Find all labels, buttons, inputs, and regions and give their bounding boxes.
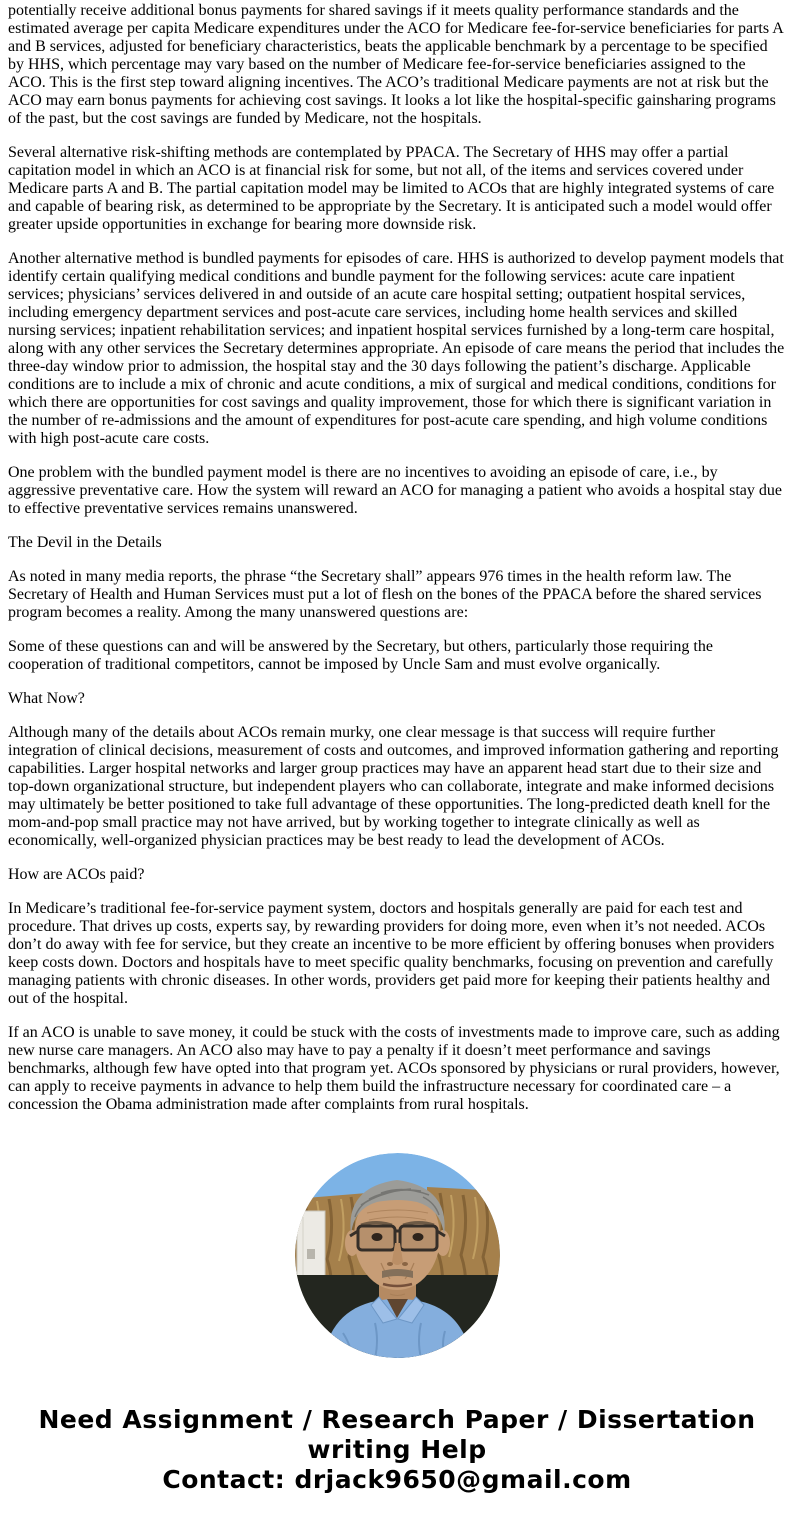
paragraph: Some of these questions can and will be answered by the Secretary, but others, particularly those requiring the cooperation of traditional competitors, cannot be imposed by Uncle Sam and must evolve organically. — [8, 638, 713, 673]
author-photo-illustration — [295, 1153, 500, 1358]
footer-ad — [0, 1405, 794, 1495]
paragraph: Several alternative risk-shifting methods are contemplated by PPACA. The Secretary of HHS may offer a partial capitation model in which an ACO is at financial risk for some, but not all, of the items and services covered under Medicare parts A and B. The partial capitation model may be limited to ACOs that are highly integrated systems of care and capable of bearing risk, as determined to be appropriate by the Secretary. It is anticipated such a model would offer greater upside opportunities in exchange for bearing more downside risk. — [8, 144, 775, 233]
paragraph: Another alternative method is bundled payments for episodes of care. HHS is authorized to develop payment models that identify certain qualifying medical conditions and bundle payment for the following services: acute care inpatient services; physicians’ services delivered in and outside of an acute care hospital setting; outpatient hospital services, including emergency department services and post-acute care services, including home health services and skilled nursing services; inpatient rehabilitation services; and inpatient hospital services furnished by a long-term care hospital, along with any other services the Secretary determines appropriate. An episode of care means the period that includes the three-day window prior to admission, the hospital stay and the 30 days following the patient’s discharge. Applicable conditions are to include a mix of chronic and acute conditions, a mix of surgical and medical conditions, conditions for which there are opportunities for cost savings and quality improvement, those for which there is significant variation in the number of re-admissions and the amount of expenditures for post-acute care spending, and high volume conditions with high post-acute care costs. — [8, 250, 785, 447]
paragraph: One problem with the bundled payment model is there are no incentives to avoiding an episode of care, i.e., by aggressive preventative care. How the system will reward an ACO for managing a patient who avoids a hospital stay due to effective preventative services remains unanswered. — [8, 464, 782, 517]
paragraph: As noted in many media reports, the phrase “the Secretary shall” appears 976 times in the health reform law. The Secretary of Health and Human Services must put a lot of flesh on the bones of the PPACA before the shared services program becomes a reality. Among the many unanswered questions are: — [8, 568, 762, 621]
section-heading-what-now: What Now? — [8, 690, 85, 707]
article-body — [0, 2, 794, 1114]
footer-heading: Need Assignment / Research Paper / Dissertation writing Help — [38, 1405, 756, 1464]
footer-contact-email: Contact: drjack9650@gmail.com — [162, 1465, 632, 1494]
paragraph: If an ACO is unable to save money, it could be stuck with the costs of investments made to improve care, such as adding new nurse care managers. An ACO also may have to pay a penalty if it doesn’t meet performance and savings benchmarks, although few have opted into that program yet. ACOs sponsored by physicians or rural providers, however, can apply to receive payments in advance to help them build the infrastructure necessary for coordinated care – a concession the Obama administration made after complaints from rural hospitals. — [8, 1024, 780, 1113]
paragraph: Although many of the details about ACOs remain murky, one clear message is that success will require further integration of clinical decisions, measurement of costs and outcomes, and improved information gathering and reporting capabilities. Larger hospital networks and larger group practices may have an apparent head start due to their size and top-down organizational structure, but independent players who can collaborate, integrate and make informed decisions may ultimately be better positioned to take full advantage of these opportunities. The long-predicted death knell for the mom-and-pop small practice may not have arrived, but by working together to integrate clinically as well as economically, well-organized physician practices may be best ready to lead the development of ACOs. — [8, 724, 779, 849]
section-heading-how-acos-paid: How are ACOs paid? — [8, 866, 145, 883]
paragraph: potentially receive additional bonus payments for shared savings if it meets quality performance standards and the estimated average per capita Medicare expenditures under the ACO for Medicare fee-for-service beneficiaries for parts A and B services, adjusted for beneficiary characteristics, beats the applicable benchmark by a percentage to be specified by HHS, which percentage may vary based on the number of Medicare fee-for-service beneficiaries assigned to the ACO. This is the first step toward aligning incentives. The ACO’s traditional Medicare payments are not at risk but the ACO may earn bonus payments for achieving cost savings. It looks a lot like the hospital-specific gainsharing programs of the past, but the cost savings are funded by Medicare, not the hospitals. — [8, 2, 783, 127]
section-heading-devil-in-details: The Devil in the Details — [8, 534, 162, 551]
paragraph: In Medicare’s traditional fee-for-service payment system, doctors and hospitals generally are paid for each test and procedure. That drives up costs, experts say, by rewarding providers for doing more, even when it’s not needed. ACOs don’t do away with fee for service, but they create an incentive to be more efficient by offering bonuses when providers keep costs down. Doctors and hospitals have to meet specific quality benchmarks, focusing on prevention and carefully managing patients with chronic diseases. In other words, providers get paid more for keeping their patients healthy and out of the hospital. — [8, 900, 775, 1007]
author-photo — [295, 1153, 500, 1358]
